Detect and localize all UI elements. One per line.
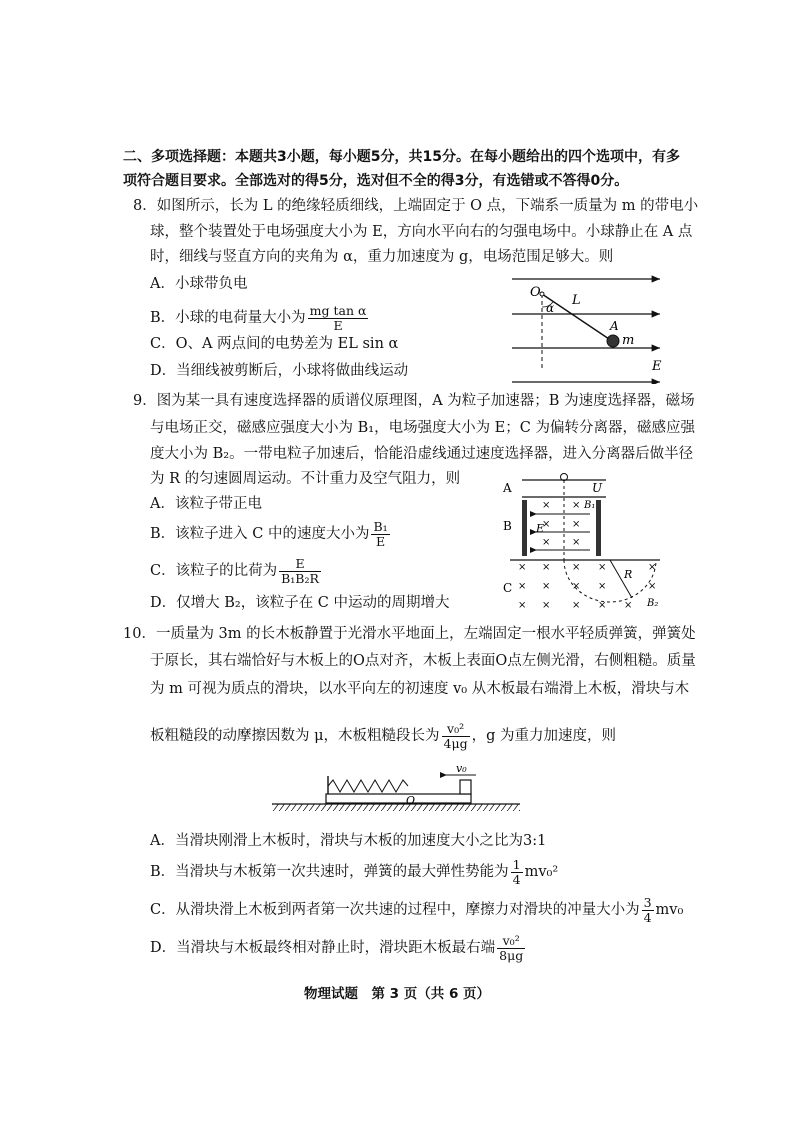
cross-b4: × bbox=[572, 519, 581, 530]
page-footer: 物理试题 第 3 页（共 6 页） bbox=[303, 986, 491, 1002]
q10-option-c-tail: mv₀ bbox=[655, 902, 684, 918]
q9-stem-line2: 与电场正交，磁感应强度大小为 B₁，电场强度大小为 E；C 为偏转分离器，磁感应强 bbox=[150, 420, 695, 436]
q8-option-a: A．小球带负电 bbox=[150, 276, 248, 292]
cross-c8: × bbox=[572, 581, 581, 592]
q8-option-b-text: B．小球的电荷量大小为 bbox=[150, 310, 306, 326]
q9-option-c-text: C．该粒子的比荷为 bbox=[150, 563, 278, 579]
q10-option-b-tail: mv₀² bbox=[524, 864, 559, 880]
q10-option-c-text: C．从滑块滑上木板到两者第一次共速的过程中，摩擦力对滑块的冲量大小为 bbox=[150, 902, 640, 918]
q9-stem-line3: 度大小为 B₂。一带电粒子加速后，恰能沿虚线通过速度选择器，进入分离器后做半径 bbox=[150, 446, 694, 462]
q8-option-c: C．O、A 两点间的电势差为 EL sin α bbox=[150, 336, 399, 352]
label-c: C bbox=[503, 581, 513, 595]
plate-b-left bbox=[522, 500, 527, 556]
charged-ball bbox=[607, 335, 619, 347]
q10-stem-line3: 为 m 可视为质点的滑块，以水平向左的初速度 v₀ 从木板最右端滑上木板，滑块与木 bbox=[150, 681, 690, 697]
cross-c15: × bbox=[624, 600, 633, 611]
label-m: m bbox=[622, 333, 635, 348]
q10-option-d-fraction bbox=[497, 934, 525, 963]
q8-figure-electric-field bbox=[508, 272, 668, 384]
label-u: U bbox=[592, 481, 603, 495]
plate-b-right bbox=[596, 500, 601, 556]
cross-b6: × bbox=[572, 537, 581, 548]
cross-c4: × bbox=[598, 562, 607, 573]
long-board bbox=[326, 794, 471, 803]
q9-option-c-denominator: B₁B₂R bbox=[281, 570, 319, 586]
label-b2: B₂ bbox=[647, 598, 659, 609]
q10-rough-length-denominator: 4μg bbox=[443, 735, 468, 751]
q9-option-c-fraction bbox=[279, 557, 321, 586]
q9-option-b-numerator: B₁ bbox=[373, 518, 388, 534]
q9-option-a: A．该粒子带正电 bbox=[150, 496, 262, 512]
cross-c9: × bbox=[598, 581, 607, 592]
q8-option-d: D．当细线被剪断后，小球将做曲线运动 bbox=[150, 363, 409, 379]
q8-option-b-fraction bbox=[308, 304, 369, 333]
q8-stem-line3: 时，细线与竖直方向的夹角为 α，重力加速度为 g，电场范围足够大。则 bbox=[150, 249, 614, 265]
q10-option-c-numerator: 3 bbox=[643, 894, 652, 910]
q10-option-d bbox=[150, 928, 527, 968]
q10-figure-board-spring bbox=[268, 762, 524, 818]
cross-c6: × bbox=[518, 581, 527, 592]
ground-hatching bbox=[272, 804, 520, 811]
cross-c7: × bbox=[542, 581, 551, 592]
q10-option-a: A．当滑块刚滑上木板时，滑块与木板的加速度大小之比为3:1 bbox=[150, 833, 547, 849]
section-title-line1: 二、多项选择题：本题共3小题，每小题5分，共15分。在每小题给出的四个选项中，有多 bbox=[123, 149, 680, 165]
q10-stem-line2: 于原长，其右端恰好与木板上的O点对齐，木板上表面O点左侧光滑，右侧粗糙。质量 bbox=[150, 653, 696, 669]
q10-rough-length-numerator: v₀² bbox=[442, 722, 470, 737]
q10-option-c bbox=[150, 890, 683, 930]
cross-b3: × bbox=[542, 519, 551, 530]
q8-stem-line2: 球，整个装置处于电场强度大小为 E，方向水平向右的匀强电场中。小球静止在 A 点 bbox=[150, 224, 693, 240]
section-title-line2: 项符合题目要求。全部选对的得5分，选对但不全的得3分，有选错或不答得0分。 bbox=[123, 173, 629, 189]
cross-c5: × bbox=[648, 562, 657, 573]
q10-stem-line1: 10．一质量为 3m 的长木板静置于光滑水平地面上，左端固定一根水平轻质弹簧，弹簧处 bbox=[123, 626, 696, 642]
q10-stem-line4-text: 板粗糙段的动摩擦因数为 μ，木板粗糙段长为 bbox=[150, 728, 440, 744]
q10-option-b bbox=[150, 852, 558, 892]
label-a: A bbox=[503, 481, 512, 495]
q10-option-d-denominator: 8μg bbox=[499, 947, 524, 963]
cross-c2: × bbox=[542, 562, 551, 573]
cross-c3: × bbox=[572, 562, 581, 573]
q10-option-c-denominator: 4 bbox=[643, 909, 652, 925]
label-b: B bbox=[503, 519, 512, 533]
q9-option-b-text: B．该粒子进入 C 中的速度大小为 bbox=[150, 526, 370, 542]
cross-b2: × bbox=[572, 500, 581, 511]
q10-option-d-numerator: v₀² bbox=[497, 934, 525, 949]
label-a: A bbox=[610, 319, 619, 333]
q10-option-c-fraction bbox=[642, 896, 654, 925]
q9-stem-line1: 9．图为某一具有速度选择器的质谱仪原理图，A 为粒子加速器；B 为速度选择器，磁场 bbox=[133, 393, 695, 409]
q9-option-b-denominator: E bbox=[376, 533, 386, 549]
slider-block bbox=[460, 780, 471, 794]
q9-option-c bbox=[150, 553, 323, 589]
q10-option-d-text: D．当滑块与木板最终相对静止时，滑块距木板最右端 bbox=[150, 940, 496, 956]
cross-c1: × bbox=[518, 562, 527, 573]
q9-figure-mass-spectrometer bbox=[500, 470, 670, 612]
label-alpha: α bbox=[546, 301, 555, 315]
label-r: R bbox=[624, 568, 633, 581]
q10-stem-line4 bbox=[150, 716, 616, 756]
q10-option-b-numerator: 1 bbox=[512, 856, 521, 872]
label-e: E bbox=[536, 522, 545, 535]
q8-option-b-numerator: mg tan α bbox=[309, 302, 367, 318]
label-o: O bbox=[406, 794, 416, 807]
q9-option-d: D．仅增大 B₂，该粒子在 C 中运动的周期增大 bbox=[150, 595, 450, 611]
cross-c12: × bbox=[542, 600, 551, 611]
q9-option-c-numerator: E bbox=[279, 557, 321, 572]
q8-option-b-denominator: E bbox=[333, 317, 343, 333]
q9-option-b-fraction bbox=[371, 520, 389, 549]
q10-rough-length-fraction bbox=[442, 722, 470, 751]
spring bbox=[328, 780, 408, 792]
label-v0: v₀ bbox=[456, 762, 467, 775]
label-b1: B₁ bbox=[584, 500, 596, 511]
cross-c11: × bbox=[518, 600, 527, 611]
label-e: E bbox=[652, 359, 662, 374]
cross-c14: × bbox=[598, 600, 607, 611]
q10-option-b-denominator: 4 bbox=[512, 871, 521, 887]
q10-option-b-fraction bbox=[511, 858, 523, 887]
cross-b5: × bbox=[542, 537, 551, 548]
label-o: O bbox=[530, 285, 541, 300]
q8-stem-line1: 8．如图所示，长为 L 的绝缘轻质细线，上端固定于 O 点，下端系一质量为 m 的带电小 bbox=[133, 198, 699, 214]
q8-option-b bbox=[150, 300, 370, 336]
q10-option-b-text: B．当滑块与木板第一次共速时，弹簧的最大弹性势能为 bbox=[150, 864, 509, 880]
cross-b1: × bbox=[542, 500, 551, 511]
q9-stem-line4: 为 R 的匀速圆周运动。不计重力及空气阻力，则 bbox=[150, 471, 461, 487]
q9-option-b bbox=[150, 516, 392, 552]
q10-stem-line4-tail: ，g 为重力加速度，则 bbox=[471, 728, 617, 744]
label-l: L bbox=[572, 293, 581, 308]
cross-c10: × bbox=[648, 581, 657, 592]
cross-c13: × bbox=[572, 600, 581, 611]
